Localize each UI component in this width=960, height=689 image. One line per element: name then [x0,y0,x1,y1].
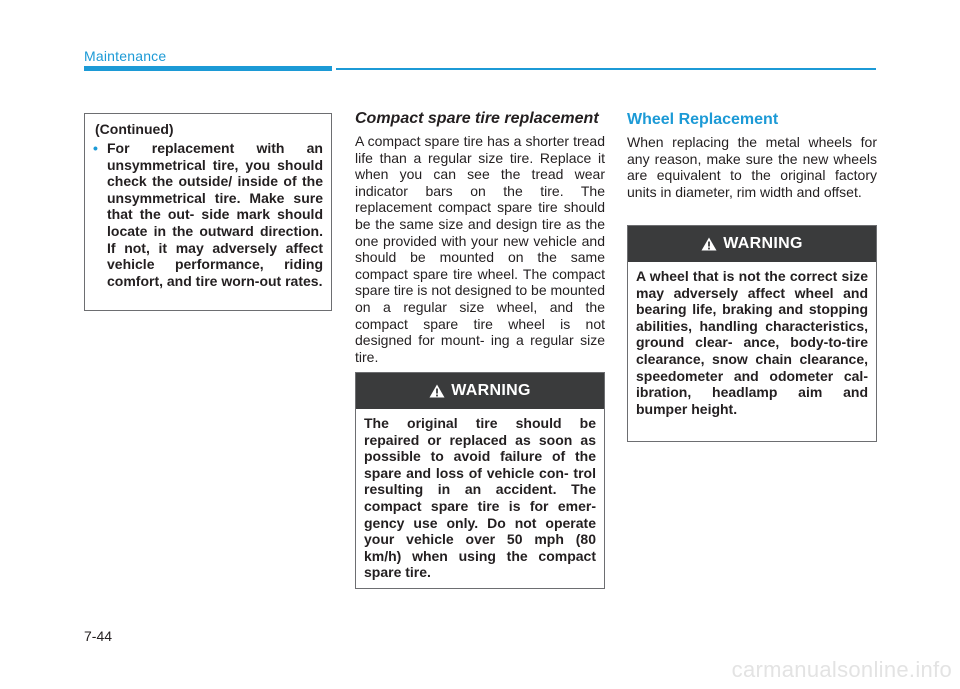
continued-box [84,113,332,311]
wheel-replacement-body: When replacing the metal wheels for any reason, make sure the new wheels are equivalent to the original factory units in diameter, rim width and offset. [627,134,877,200]
header-rule-thin [336,68,876,70]
warning-text: A wheel that is not the correct size may adversely affect wheel and bearing life, braking and stopping abilities, handling characteristics, ground clear- ance, body-to-tire clearance, snow chain clearance, speedometer and odometer cal- ibration, headlamp aim and bumper height. [636,268,868,417]
warning-title: WARNING [451,382,531,399]
page-number: 7-44 [84,628,113,644]
warning-header [356,373,604,409]
section-title: Maintenance [84,48,167,64]
compact-spare-body: A compact spare tire has a shorter tread life than a regular size tire. Replace it when you can see the tread wear indicator bars on the tire. The replacement compact spare tire should be the same size and design tire as the one provided with your new vehicle and should be mounted on the same compact spare tire wheel. The compact spare tire is not designed to be mounted on a regular size wheel, and the compact spare tire wheel is not designed for mount- ing a regular size tire. [355,133,605,365]
bullet-icon: • [93,140,98,156]
warning-triangle-icon [429,384,445,398]
bullet-text: For replacement with an unsymmetrical tire, you should check the outside/ inside of the unsymmetrical tire. Make sure that the out- side mark should locate in the outward direction. If not, it may adversely affect vehicle performance, riding comfort, and tire worn-out rates. [107,140,323,289]
list-item [93,140,323,289]
watermark: carmanualsonline.info [731,657,952,682]
warning-text: The original tire should be repaired or replaced as soon as possible to avoid failure of the spare and loss of vehicle con- trol resulting in an accident. The compact spare tire is for emer- gency use only. Do not operate your vehicle over 50 mph (80 km/h) when using the compact spare tire. [364,415,596,581]
warning-title: WARNING [723,235,803,252]
header-rule-thick [84,66,332,71]
wheel-warning-box [627,225,877,442]
warning-header [628,226,876,262]
warning-triangle-icon [701,237,717,251]
continued-label: (Continued) [95,121,174,137]
wheel-replacement-heading: Wheel Replacement [627,111,779,128]
compact-spare-heading: Compact spare tire replacement [355,110,599,127]
compact-spare-warning-box [355,372,605,589]
